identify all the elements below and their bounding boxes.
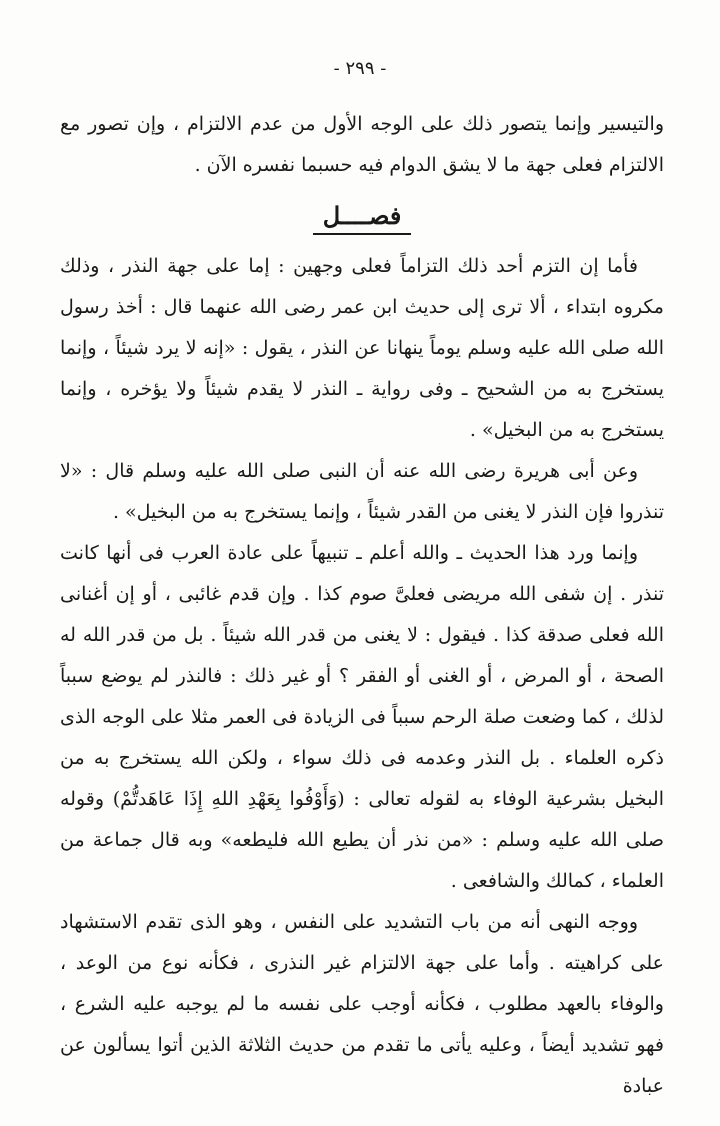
paragraph: وعن أبى هريرة رضى الله عنه أن النبى صلى الله عليه وسلم قال : «لا تنذروا فإن النذر لا يغنى من القدر شيئاً ، وإنما يستخرج به من البخيل» . [60, 460, 664, 523]
paragraph: وإنما ورد هذا الحديث ـ والله أعلم ـ تنبيهاً على عادة العرب فى أنها كانت تنذر . إن شفى الله مريضى فعلىَّ صوم كذا . وإن قدم غائبى ، أو إن أغنانى الله فعلى صدقة كذا . فيقول : لا يغنى من قدر الله شيئاً . بل من قدر الله له الصحة ، أو المرض ، أو الغنى أو الفقر ؟ أو غير ذلك : فالنذر لم يوضع سبباً لذلك ، كما وضعت صلة الرحم سبباً فى الزيادة فى العمر مثلا على الوجه الذى ذكره العلماء . بل النذر وعدمه فى ذلك سواء ، ولكن الله يستخرج به من البخيل بشرعية الوفاء به لقوله تعالى : (وَأَوْفُوا بِعَهْدِ اللهِ إِذَا عَاهَدتُّمْ) وقوله صلى الله عليه وسلم : «من نذر أن يطيع الله فليطعه» وبه قال جماعة من العلماء ، كمالك والشافعى . [60, 542, 664, 892]
paragraph: فأما إن التزم أحد ذلك التزاماً فعلى وجهين : إما على جهة النذر ، وذلك مكروه ابتداء ، ألا ترى إلى حديث ابن عمر رضى الله عنهما قال : أخذ رسول الله صلى الله عليه وسلم يوماً ينهانا عن النذر ، يقول : «إنه لا يرد شيئاً ، وإنما يستخرج به من الشحيح ـ وفى رواية ـ النذر لا يقدم شيئاً ولا يؤخره ، وإنما يستخرج به من البخيل» . [60, 255, 664, 441]
paragraph-continuation: والتيسير وإنما يتصور ذلك على الوجه الأول من عدم الالتزام ، وإن تصور مع الالتزام فعلى جهة ما لا يشق الدوام فيه حسبما نفسره الآن . [60, 113, 664, 176]
page-number: - ٢٩٩ - [333, 58, 387, 79]
page-text [60, 104, 664, 1107]
paragraph: ووجه النهى أنه من باب التشديد على النفس ، وهو الذى تقدم الاستشهاد على كراهيته . وأما على جهة الالتزام غير النذرى ، فكأنه نوع من الوعد ، والوفاء بالعهد مطلوب ، فكأنه أوجب على نفسه ما لم يوجبه عليه الشرع ، فهو تشديد أيضاً ، وعليه يأتى ما تقدم من حديث الثلاثة الذين أتوا يسألون عن عبادة [60, 911, 664, 1097]
section-heading [60, 186, 664, 246]
section-heading-label: فصــــل [313, 199, 412, 235]
